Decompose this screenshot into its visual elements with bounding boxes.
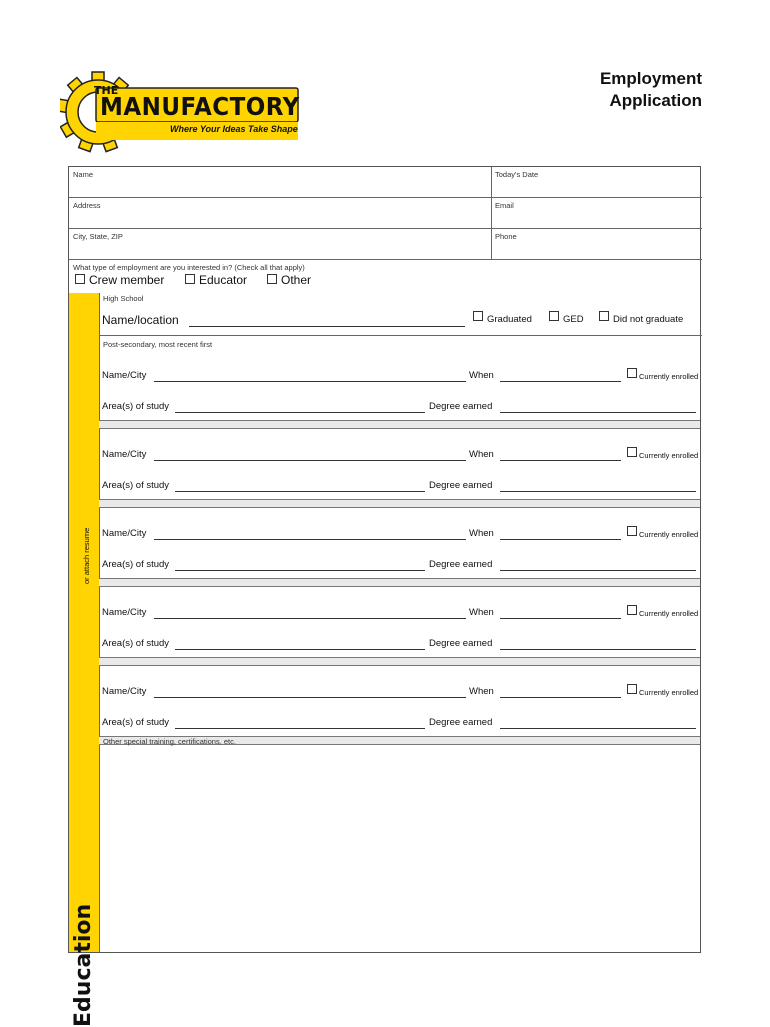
graduated-label: Graduated (487, 314, 532, 325)
areas-of-study-input[interactable] (175, 649, 425, 650)
entry-separator (99, 499, 700, 508)
logo-tagline: Where Your Ideas Take Shape (170, 124, 298, 134)
educator-checkbox[interactable] (185, 274, 195, 284)
name-city-input[interactable] (154, 618, 466, 619)
did-not-graduate-label: Did not graduate (613, 314, 684, 325)
degree-earned-label: Degree earned (429, 401, 493, 412)
row-divider (69, 259, 702, 260)
education-title: Education (71, 903, 96, 1027)
currently-enrolled-label: Currently enrolled (639, 609, 699, 618)
hs-name-location-label: Name/location (102, 313, 179, 327)
entry-separator (99, 578, 700, 587)
when-label: When (469, 370, 494, 381)
row-divider (69, 197, 702, 198)
areas-of-study-label: Area(s) of study (102, 559, 170, 570)
section-divider (99, 335, 702, 336)
address-field[interactable]: Address (73, 201, 101, 210)
degree-earned-input[interactable] (500, 412, 696, 413)
crew-member-label: Crew member (89, 273, 165, 287)
when-input[interactable] (500, 381, 621, 382)
degree-earned-input[interactable] (500, 728, 696, 729)
currently-enrolled-label: Currently enrolled (639, 530, 699, 539)
sidebar-divider (99, 293, 100, 952)
name-city-input[interactable] (154, 539, 466, 540)
entry-separator (99, 657, 700, 666)
name-city-input[interactable] (154, 381, 466, 382)
currently-enrolled-checkbox[interactable] (627, 447, 637, 457)
name-city-label: Name/City (102, 686, 147, 697)
post-secondary-heading: Post-secondary, most recent first (103, 340, 213, 349)
degree-earned-label: Degree earned (429, 559, 493, 570)
column-divider (491, 167, 492, 259)
employment-question: What type of employment are you interested in? (Check all that apply) (73, 263, 305, 272)
logo-the: THE (94, 84, 119, 97)
crew-member-checkbox[interactable] (75, 274, 85, 284)
hs-name-location-input[interactable] (189, 326, 465, 327)
entry-separator (99, 420, 700, 429)
other-label: Other (281, 273, 312, 287)
email-field[interactable]: Email (495, 201, 514, 210)
areas-of-study-input[interactable] (175, 491, 425, 492)
when-input[interactable] (500, 618, 621, 619)
row-divider (69, 228, 702, 229)
graduated-checkbox[interactable] (473, 311, 483, 321)
logo-name: MANUFACTORY (100, 92, 300, 121)
currently-enrolled-label: Currently enrolled (639, 688, 699, 697)
when-input[interactable] (500, 539, 621, 540)
education-heading (61, 887, 107, 1027)
ged-checkbox[interactable] (549, 311, 559, 321)
degree-earned-input[interactable] (500, 570, 696, 571)
degree-earned-input[interactable] (500, 491, 696, 492)
name-city-label: Name/City (102, 370, 147, 381)
currently-enrolled-checkbox[interactable] (627, 368, 637, 378)
currently-enrolled-checkbox[interactable] (627, 605, 637, 615)
degree-earned-label: Degree earned (429, 638, 493, 649)
areas-of-study-label: Area(s) of study (102, 638, 170, 649)
when-label: When (469, 528, 494, 539)
areas-of-study-input[interactable] (175, 412, 425, 413)
currently-enrolled-checkbox[interactable] (627, 526, 637, 536)
when-label: When (469, 686, 494, 697)
name-city-label: Name/City (102, 607, 147, 618)
areas-of-study-label: Area(s) of study (102, 401, 170, 412)
education-sidebar (69, 293, 99, 1027)
phone-field[interactable]: Phone (495, 232, 517, 241)
name-city-input[interactable] (154, 697, 466, 698)
ged-label: GED (563, 314, 584, 325)
when-input[interactable] (500, 697, 621, 698)
high-school-heading: High School (103, 294, 144, 303)
name-city-input[interactable] (154, 460, 466, 461)
title-line2: Application (609, 91, 702, 110)
todays-date-field[interactable]: Today's Date (495, 170, 539, 179)
areas-of-study-input[interactable] (175, 728, 425, 729)
areas-of-study-label: Area(s) of study (102, 717, 170, 728)
name-field[interactable]: Name (73, 170, 94, 179)
currently-enrolled-checkbox[interactable] (627, 684, 637, 694)
other-training-label: Other special training, certifications, etc. (103, 737, 236, 746)
name-city-label: Name/City (102, 449, 147, 460)
other-checkbox[interactable] (267, 274, 277, 284)
when-input[interactable] (500, 460, 621, 461)
city-state-zip-field[interactable]: City, State, ZIP (73, 232, 123, 241)
did-not-graduate-checkbox[interactable] (599, 311, 609, 321)
education-note: or attach resume (82, 527, 91, 584)
document-title (600, 68, 702, 112)
currently-enrolled-label: Currently enrolled (639, 372, 699, 381)
areas-of-study-input[interactable] (175, 570, 425, 571)
when-label: When (469, 607, 494, 618)
educator-label: Educator (199, 273, 248, 287)
title-line1: Employment (599, 69, 702, 88)
degree-earned-label: Degree earned (429, 480, 493, 491)
degree-earned-input[interactable] (500, 649, 696, 650)
application-form (68, 166, 701, 1027)
areas-of-study-label: Area(s) of study (102, 480, 170, 491)
manufactory-logo (60, 66, 305, 158)
when-label: When (469, 449, 494, 460)
name-city-label: Name/City (102, 528, 147, 539)
currently-enrolled-label: Currently enrolled (639, 451, 699, 460)
degree-earned-label: Degree earned (429, 717, 493, 728)
